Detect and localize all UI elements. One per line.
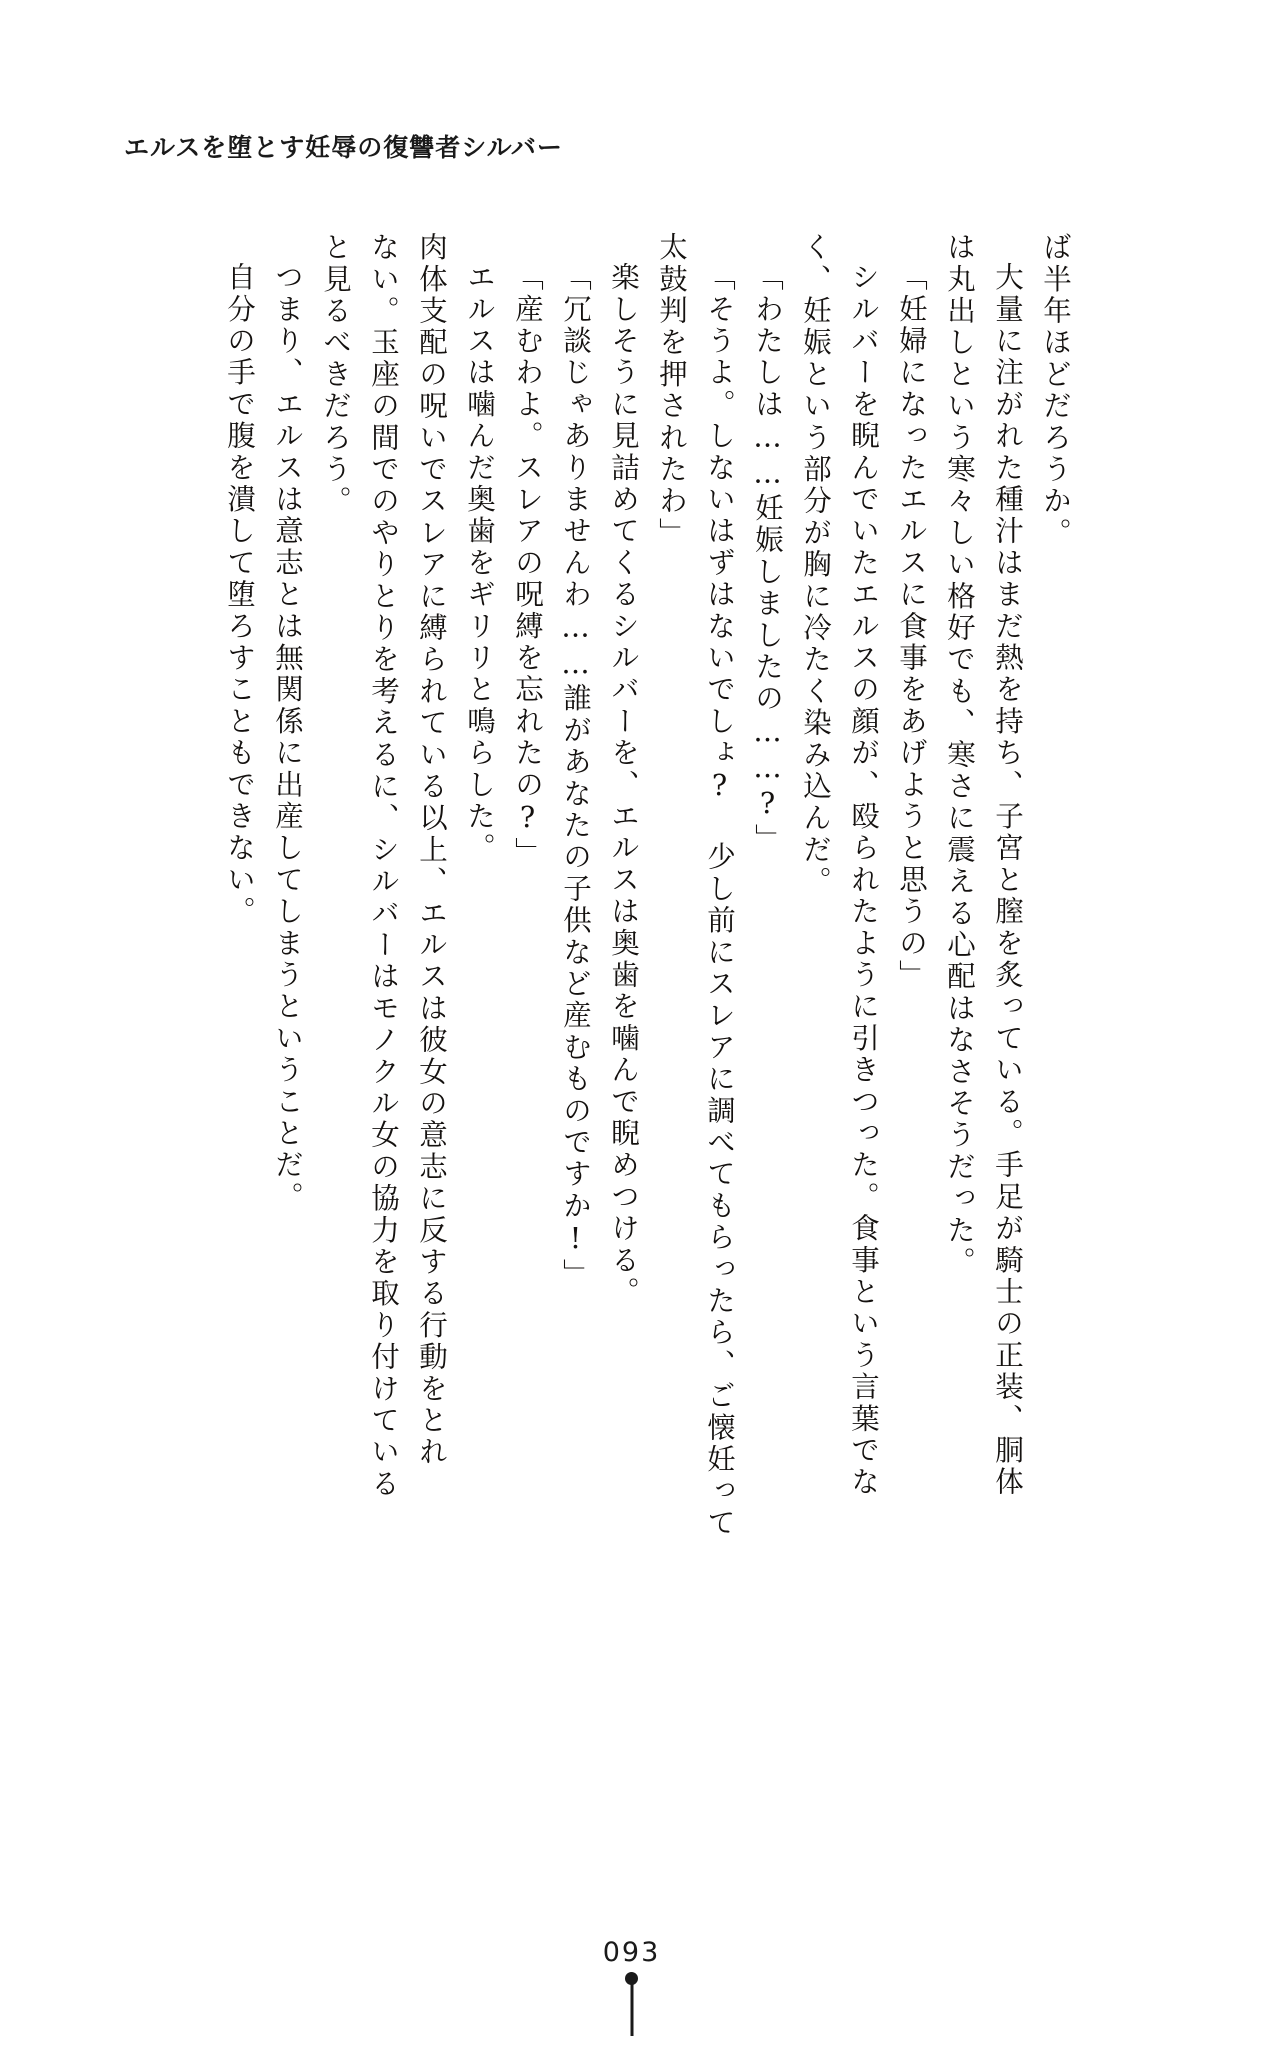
text-column: 大量に注がれた種汁はまだ熱を持ち、子宮と膣を炙っている。手足が騎士の正装、胴体 (991, 262, 1024, 1499)
text-column: 太鼓判を押されたわ」 (655, 232, 688, 549)
text-column: く、妊娠という部分が胸に冷たく染み込んだ。 (799, 232, 832, 898)
text-column: 楽しそうに見詰めてくるシルバーを、エルスは奥歯を噛んで睨めつける。 (607, 262, 640, 1309)
text-column: 「妊婦になったエルスに食事をあげようと思うの」 (895, 262, 928, 992)
text-column: 自分の手で腹を潰して堕ろすこともできない。 (223, 262, 256, 928)
text-column: シルバーを睨んでいたエルスの顔が、殴られたように引きつった。食事という言葉でな (847, 262, 880, 1499)
text-column: ない。玉座の間でのやりとりを考えるに、シルバーはモノクル女の協力を取り付けている (367, 232, 400, 1500)
text-column: 「そうよ。しないはずはないでしょ? 少し前にスレアに調べてもらったら、ご懐妊って (703, 262, 736, 1539)
page-ornament-icon (630, 1984, 633, 2036)
text-column: 「産むわよ。スレアの呪縛を忘れたの?」 (511, 262, 544, 869)
text-column: は丸出しという寒々しい格好でも、寒さに震える心配はなさそうだった。 (943, 232, 976, 1279)
text-column: 肉体支配の呪いでスレアに縛られている以上、エルスは彼女の意志に反する行動をとれ (415, 232, 448, 1469)
text-column: ば半年ほどだろうか。 (1039, 232, 1072, 549)
text-column: つまり、エルスは意志とは無関係に出産してしまうということだ。 (271, 262, 304, 1213)
body-text (205, 232, 1145, 1722)
text-column: エルスは噛んだ奥歯をギリリと鳴らした。 (463, 262, 496, 865)
page-number: 093 (602, 1937, 661, 1968)
text-column: 「わたしは……妊娠しましたの……?」 (751, 262, 784, 856)
text-column: 「冗談じゃありませんわ……誰があなたの子供など産むものですか!」 (559, 262, 592, 1290)
text-column: と見るべきだろう。 (319, 232, 352, 518)
running-head: エルスを堕とす妊辱の復讐者シルバー (124, 133, 563, 162)
